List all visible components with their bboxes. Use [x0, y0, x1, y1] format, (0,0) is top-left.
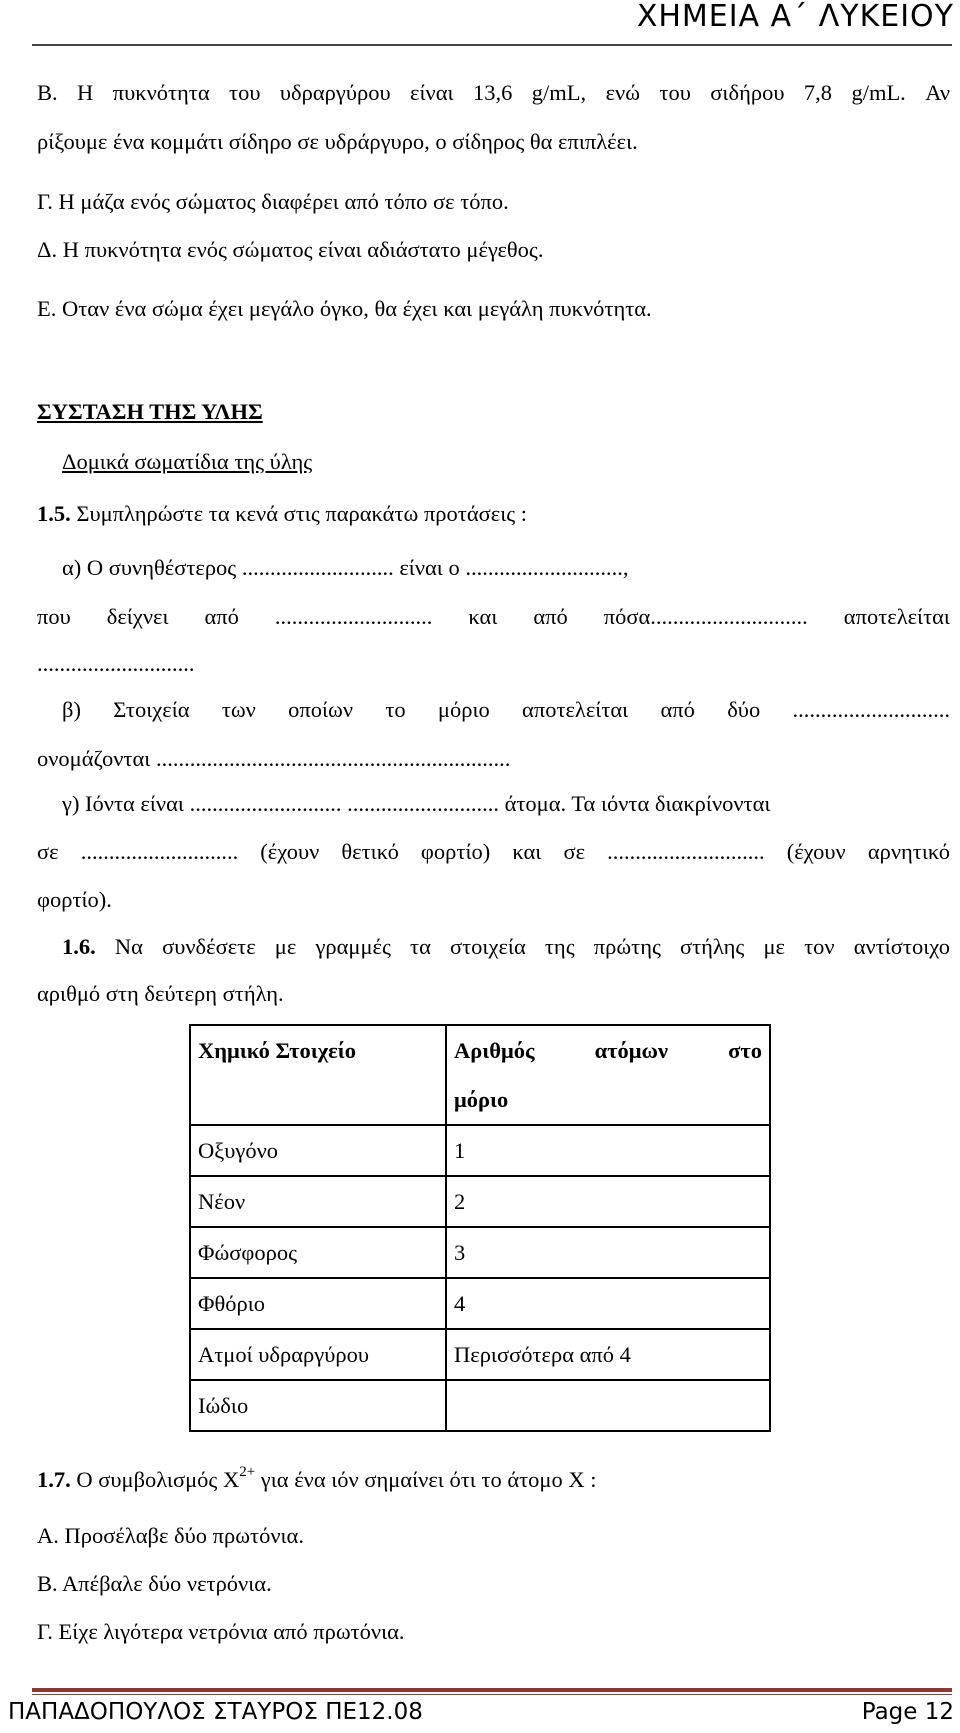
count-cell: Περισσότερα από 4 — [446, 1329, 770, 1380]
section-subtitle: Δομικά σωματίδια της ύλης — [62, 449, 313, 474]
q15-c-line2: σε ............................ (έχουν θετικό φορτίο) και σε ............................ (έχουν αρνητικό — [37, 839, 950, 864]
table-row — [190, 1278, 770, 1329]
count-cell: 1 — [446, 1125, 770, 1176]
question-1-7-heading — [37, 1466, 596, 1497]
q15-c-line1: γ) Ιόντα είναι ........................... ........................... άτομα. Τα ιόντα διακρίνονται — [62, 791, 771, 816]
question-prefix: Ο συμβολισμός Χ — [76, 1467, 240, 1492]
charge-superscript: 2+ — [239, 1464, 256, 1480]
col2-header-line2: μόριο — [454, 1087, 509, 1112]
footer-page-number: Page 12 — [861, 1699, 954, 1725]
q15-a-line3: ............................ — [37, 651, 195, 676]
statement-e: Ε. Οταν ένα σώμα έχει μεγάλο όγκο, θα έχει και μεγάλη πυκνότητα. — [37, 296, 652, 321]
section-title: ΣΥΣΤΑΣΗ ΤΗΣ ΥΛΗΣ — [37, 399, 263, 424]
col1-header: Χημικό Στοιχείο — [190, 1025, 446, 1125]
q15-b-line1: β) Στοιχεία των οποίων το μόριο αποτελείται από δύο ............................ — [62, 697, 950, 722]
table-row — [190, 1176, 770, 1227]
header-rule — [32, 44, 952, 46]
element-cell: Νέον — [190, 1176, 446, 1227]
statement-b-line1: Β. Η πυκνότητα του υδραργύρου είναι 13,6 g/mL, ενώ του σιδήρου 7,8 g/mL. Αν — [37, 80, 950, 105]
col2-header-line1: Αριθμός ατόμων στο — [454, 1038, 762, 1063]
footer-author: ΠΑΠΑΔΟΠΟΥΛΟΣ ΣΤΑΥΡΟΣ ΠΕ12.08 — [8, 1699, 423, 1725]
page-header-title: ΧΗΜΕΙΑ Α΄ ΛΥΚΕΙΟΥ — [636, 0, 954, 34]
statement-d: Δ. Η πυκνότητα ενός σώματος είναι αδιάστατο μέγεθος. — [37, 237, 544, 262]
option-g: Γ. Είχε λιγότερα νετρόνια από πρωτόνια. — [37, 1619, 405, 1644]
element-cell: Φθόριο — [190, 1278, 446, 1329]
footer-rule-thin — [32, 1694, 952, 1695]
question-number: 1.5. — [37, 501, 71, 526]
count-cell: 3 — [446, 1227, 770, 1278]
question-1-6-line2: αριθμό στη δεύτερη στήλη. — [37, 981, 284, 1006]
option-b: Β. Απέβαλε δύο νετρόνια. — [37, 1571, 272, 1596]
table-row — [190, 1125, 770, 1176]
statement-g: Γ. Η μάζα ενός σώματος διαφέρει από τόπο σε τόπο. — [37, 189, 509, 214]
table-row — [190, 1227, 770, 1278]
matching-table — [189, 1024, 771, 1432]
question-prompt: Συμπληρώστε τα κενά στις παρακάτω προτάσεις : — [76, 501, 528, 526]
question-number: 1.7. — [37, 1467, 71, 1492]
question-1-6-line1 — [62, 933, 950, 961]
element-cell: Ατμοί υδραργύρου — [190, 1329, 446, 1380]
q15-c-line3: φορτίο). — [37, 887, 112, 912]
q15-a-line1: α) Ο συνηθέστερος ........................... είναι ο ............................, — [62, 555, 629, 580]
table-row — [190, 1329, 770, 1380]
count-cell: 2 — [446, 1176, 770, 1227]
statement-b-line2: ρίξουμε ένα κομμάτι σίδηρο σε υδράργυρο, ο σίδηρος θα επιπλέει. — [37, 129, 638, 154]
q15-a-line2: που δείχνει από ............................ και από πόσα............................ αποτελείται — [37, 604, 950, 629]
question-number: 1.6. — [62, 934, 96, 959]
q15-b-line2: ονομάζονται ............................................................... — [37, 746, 511, 771]
element-cell: Ιώδιο — [190, 1380, 446, 1431]
question-suffix: για ένα ιόν σημαίνει ότι το άτομο Χ : — [255, 1467, 597, 1492]
footer-rule-thick — [32, 1688, 952, 1692]
table-row — [190, 1380, 770, 1431]
col2-header — [446, 1025, 770, 1125]
option-a: Α. Προσέλαβε δύο πρωτόνια. — [37, 1523, 304, 1548]
question-text: Να συνδέσετε με γραμμές τα στοιχεία της πρώτης στήλης με τον αντίστοιχο — [114, 934, 951, 959]
count-cell — [446, 1380, 770, 1431]
element-cell: Οξυγόνο — [190, 1125, 446, 1176]
count-cell: 4 — [446, 1278, 770, 1329]
element-cell: Φώσφορος — [190, 1227, 446, 1278]
table-header-row — [190, 1025, 770, 1125]
question-1-5-heading — [37, 500, 527, 528]
